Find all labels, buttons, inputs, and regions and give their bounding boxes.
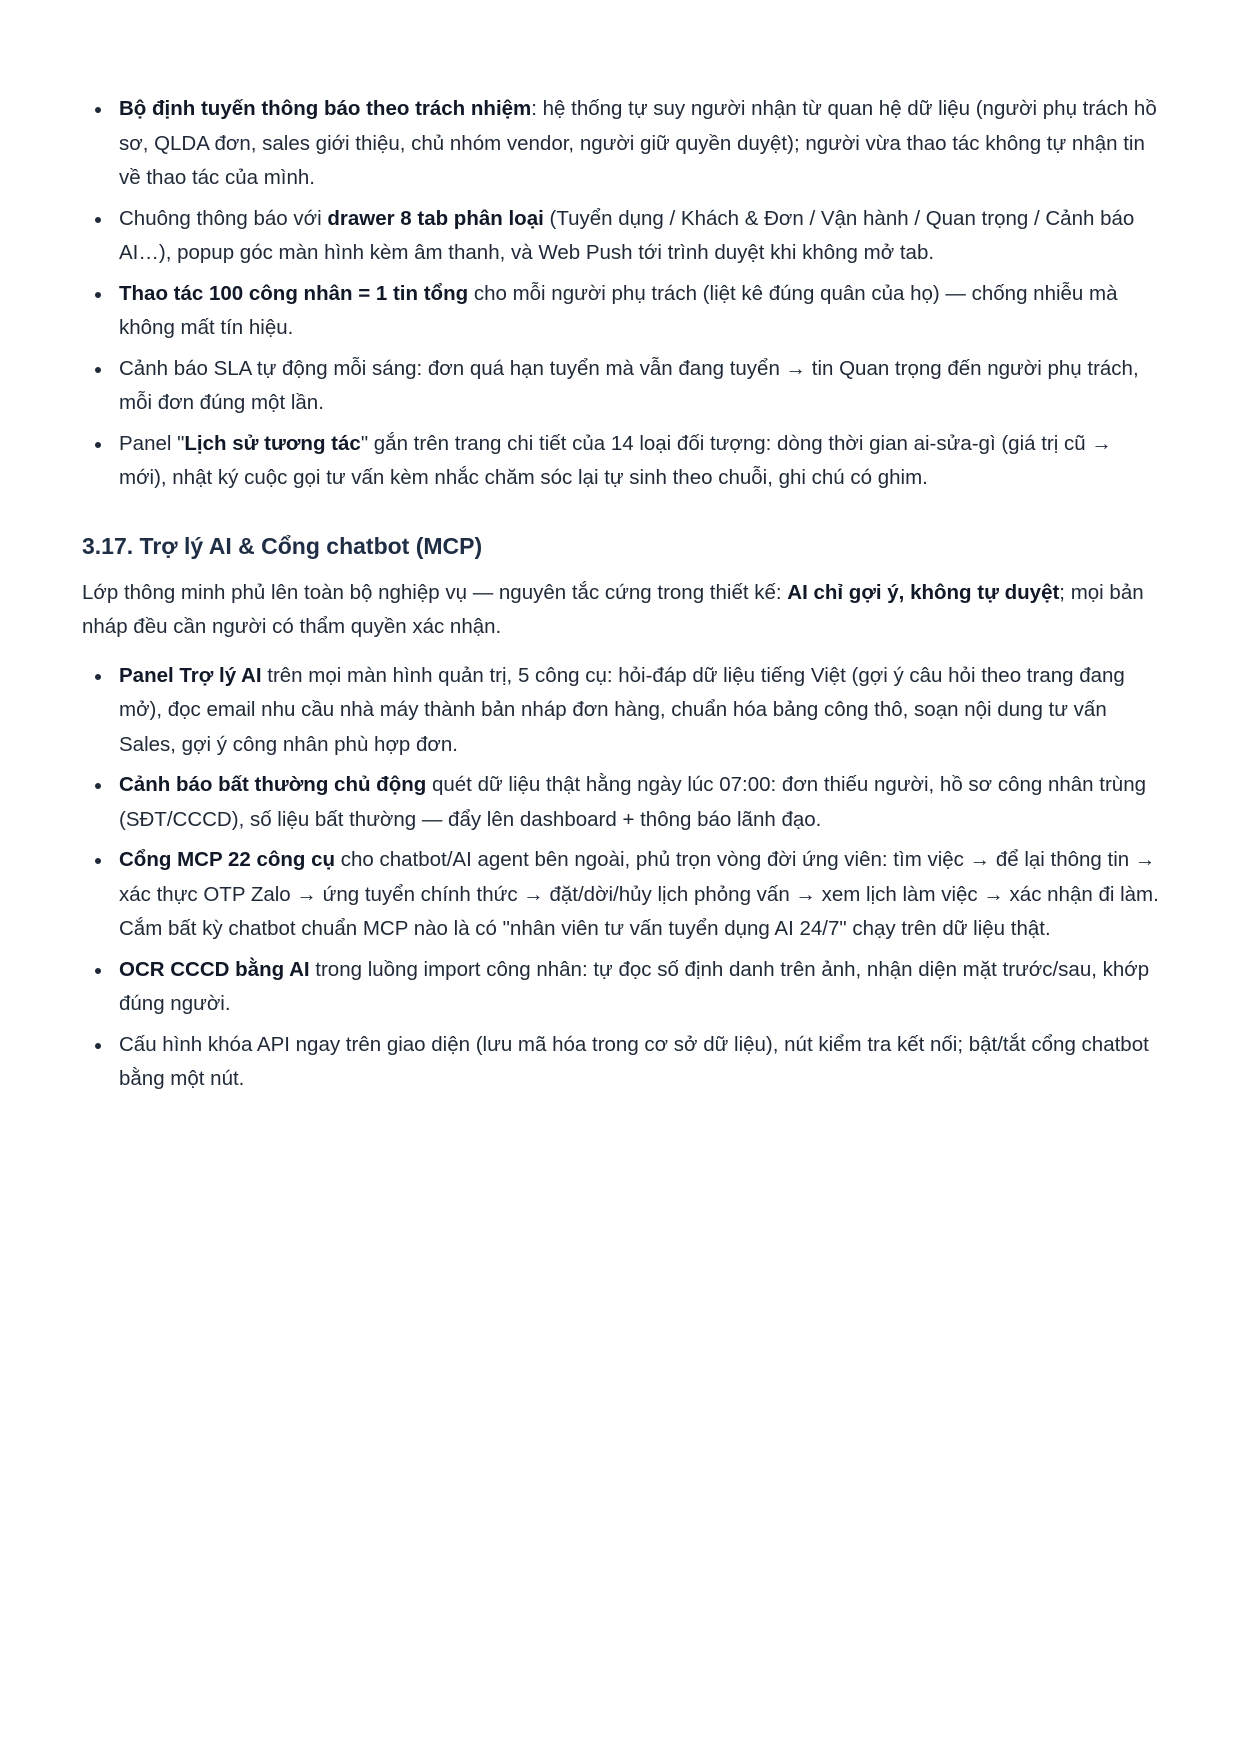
- bullet-icon: [95, 217, 101, 223]
- intro-post: ; mọi bản nháp đều cần người có thẩm quyền xác nhận.: [82, 580, 1144, 638]
- list-item: [82, 352, 1160, 421]
- item-text: quét dữ liệu thật hằng ngày lúc 07:00: đơn thiếu người, hồ sơ công nhân trùng (SĐT/CCCD), số liệu bất thường — đẩy lên dashboard + thông báo lãnh đạo.: [119, 773, 1146, 831]
- section-intro: [82, 576, 1160, 645]
- list-item: [82, 1028, 1160, 1097]
- intro-pre: Lớp thông minh phủ lên toàn bộ nghiệp vụ — nguyên tắc cứng trong thiết kế:: [82, 580, 788, 604]
- item-text: Cảnh báo SLA tự động mỗi sáng: đơn quá hạn tuyển mà vẫn đang tuyển → tin Quan trọng đến người phụ trách, mỗi đơn đúng một lần.: [119, 356, 1139, 414]
- item-bold: Cảnh báo bất thường chủ động: [119, 773, 427, 796]
- item-bold: drawer 8 tab phân loại: [327, 206, 544, 230]
- list-item: [82, 427, 1160, 496]
- bullet-icon: [95, 674, 101, 680]
- bullet-icon: [95, 367, 101, 373]
- item-text: cho chatbot/AI agent bên ngoài, phủ trọn vòng đời ứng viên: tìm việc → để lại thông tin → xác thực OTP Zalo → ứng tuyển chính thức → đặt/dời/hủy lịch phỏng vấn → xem lịch làm việc → xác nhận đi làm. Cắm bất kỳ chatbot chuẩn MCP nào là có "nhân viên tư vấn tuyển dụng AI 24/7" chạy trên dữ liệu thật.: [119, 848, 1159, 940]
- item-text: cho mỗi người phụ trách (liệt kê đúng quân của họ) — chống nhiễu mà không mất tín hiệu.: [119, 281, 1118, 339]
- item-bold: OCR CCCD bằng AI: [119, 957, 310, 981]
- bullet-icon: [95, 783, 101, 789]
- notification-feature-list: [82, 92, 1160, 496]
- section-heading: 3.17. Trợ lý AI & Cổng chatbot (MCP): [82, 532, 483, 559]
- item-bold: Panel Trợ lý AI: [119, 663, 262, 687]
- bullet-icon: [95, 1043, 101, 1049]
- list-item: [82, 768, 1160, 837]
- bullet-icon: [95, 968, 101, 974]
- item-text: Cấu hình khóa API ngay trên giao diện (lưu mã hóa trong cơ sở dữ liệu), nút kiểm tra kết nối; bật/tắt cổng chatbot bằng một nút.: [119, 1032, 1149, 1090]
- item-text: trong luồng import công nhân: tự đọc số định danh trên ảnh, nhận diện mặt trước/sau, khớp đúng người.: [119, 957, 1150, 1015]
- item-text: trên mọi màn hình quản trị, 5 công cụ: hỏi-đáp dữ liệu tiếng Việt (gợi ý câu hỏi theo trang đang mở), đọc email nhu cầu nhà máy thành bản nháp đơn hàng, chuẩn hóa bảng công thô, soạn nội dung tư vấn Sales, gợi ý công nhân phù hợp đơn.: [119, 663, 1125, 756]
- item-pre: Chuông thông báo với: [119, 206, 328, 230]
- list-item: [82, 843, 1160, 947]
- document-page: [82, 92, 1160, 1103]
- bullet-icon: [95, 858, 101, 864]
- intro-bold: AI chỉ gợi ý, không tự duyệt: [787, 580, 1060, 604]
- list-item: [82, 202, 1160, 271]
- item-text: " gắn trên trang chi tiết của 14 loại đối tượng: dòng thời gian ai-sửa-gì (giá trị cũ → mới), nhật ký cuộc gọi tư vấn kèm nhắc chăm sóc lại tự sinh theo chuỗi, ghi chú có ghim.: [119, 431, 1112, 489]
- bullet-icon: [95, 442, 101, 448]
- ai-feature-list: [82, 659, 1160, 1097]
- item-text: (Tuyển dụng / Khách & Đơn / Vận hành / Quan trọng / Cảnh báo AI…), popup góc màn hình kèm âm thanh, và Web Push tới trình duyệt khi không mở tab.: [119, 206, 1135, 264]
- item-bold: Bộ định tuyến thông báo theo trách nhiệm: [119, 97, 532, 120]
- item-text: : hệ thống tự suy người nhận từ quan hệ dữ liệu (người phụ trách hồ sơ, QLDA đơn, sales giới thiệu, chủ nhóm vendor, người giữ quyền duyệt); người vừa thao tác không tự nhận tin về thao tác của mình.: [119, 97, 1157, 189]
- list-item: [82, 953, 1160, 1022]
- item-bold: Lịch sử tương tác: [184, 431, 361, 455]
- bullet-icon: [95, 292, 101, 298]
- bullet-icon: [95, 107, 101, 113]
- item-bold: Cổng MCP 22 công cụ: [119, 848, 336, 871]
- list-item: [82, 659, 1160, 763]
- list-item: [82, 92, 1160, 196]
- item-bold: Thao tác 100 công nhân = 1 tin tổng: [119, 281, 469, 305]
- item-pre: Panel ": [119, 431, 185, 455]
- list-item: [82, 277, 1160, 346]
